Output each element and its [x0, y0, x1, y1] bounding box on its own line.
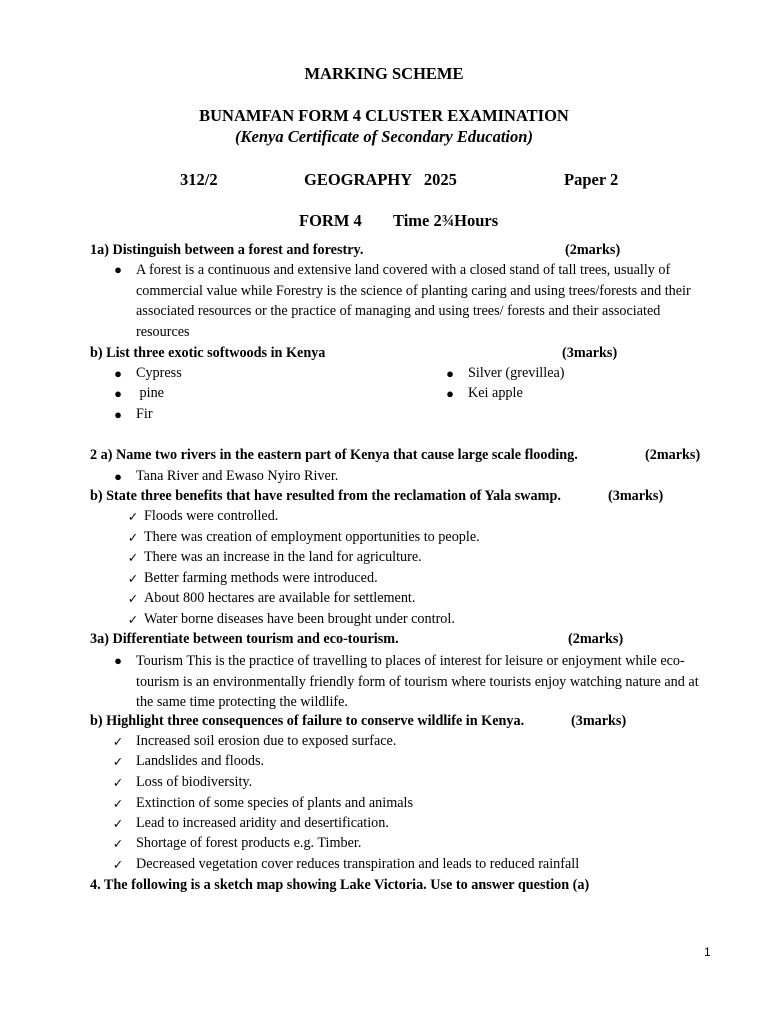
list-item: Loss of biodiversity.	[136, 774, 253, 790]
checkmark-icon: ✓	[112, 775, 124, 790]
answer-2a: Tana River and Ewaso Nyiro River.	[136, 468, 339, 484]
checkmark-icon: ✓	[112, 796, 124, 811]
checkmark-icon: ✓	[112, 836, 124, 851]
list-item: Shortage of forest products e.g. Timber.	[136, 835, 362, 851]
paper-number: Paper 2	[564, 170, 619, 189]
form-level: FORM 4	[299, 211, 362, 230]
checkmark-icon: ✓	[112, 754, 124, 769]
exam-title: BUNAMFAN FORM 4 CLUSTER EXAMINATION	[199, 106, 569, 125]
question-1a-marks: (2marks)	[565, 242, 621, 258]
list-item: Landslides and floods.	[136, 753, 265, 769]
question-2b: b) State three benefits that have resulted from the reclamation of Yala swamp.	[90, 488, 561, 504]
list-item: About 800 hectares are available for settlement.	[144, 590, 416, 606]
list-item: Fir	[136, 406, 153, 422]
exam-duration: Time 2¾Hours	[393, 211, 499, 230]
checkmark-icon: ✓	[127, 591, 139, 606]
list-item: Water borne diseases have been brought under control.	[144, 611, 455, 627]
question-3a-marks: (2marks)	[568, 631, 624, 647]
checkmark-icon: ✓	[127, 530, 139, 545]
paper-code: 312/2	[180, 170, 218, 189]
list-item: There was creation of employment opportunities to people.	[144, 529, 480, 545]
checkmark-icon: ✓	[112, 857, 124, 872]
question-1a: 1a) Distinguish between a forest and forestry.	[90, 242, 364, 258]
bullet-dot-icon: ●	[114, 407, 122, 422]
answer-1a: A forest is a continuous and extensive land covered with a closed stand of tall trees, usually of commercial value while Forestry is the science of planting caring and using trees/forests and their associated resources or the practice of managing and using trees/ forests and their associated resources	[136, 262, 691, 340]
question-3b-marks: (3marks)	[571, 713, 627, 729]
list-item: Lead to increased aridity and desertification.	[136, 815, 389, 831]
list-item: Silver (grevillea)	[468, 365, 565, 381]
question-1b-marks: (3marks)	[562, 345, 618, 361]
checkmark-icon: ✓	[127, 550, 139, 565]
bullet-dot-icon: ●	[114, 469, 122, 484]
question-3a: 3a) Differentiate between tourism and eco-tourism.	[90, 631, 399, 647]
checkmark-icon: ✓	[112, 816, 124, 831]
bullet-dot-icon: ●	[446, 366, 454, 381]
list-item: Extinction of some species of plants and animals	[136, 795, 413, 811]
question-1b: b) List three exotic softwoods in Kenya	[90, 345, 326, 361]
list-item: Kei apple	[468, 385, 523, 401]
bullet-dot-icon: ●	[114, 386, 122, 401]
answer-3a: Tourism This is the practice of travelling to places of interest for leisure or enjoyment while eco-tourism is an environmentally friendly form of tourism where tourists enjoy watching nature and at the same time protecting the wildlife.	[136, 653, 699, 711]
certificate-subtitle: (Kenya Certificate of Secondary Education)	[235, 127, 533, 146]
bullet-dot-icon: ●	[114, 366, 122, 381]
list-item: pine	[136, 385, 164, 401]
page-number: 1	[704, 945, 711, 959]
list-item: Cypress	[136, 365, 182, 381]
question-2a: 2 a) Name two rivers in the eastern part of Kenya that cause large scale flooding.	[90, 447, 578, 463]
question-4: 4. The following is a sketch map showing Lake Victoria. Use to answer question (a)	[90, 877, 590, 893]
bullet-dot-icon: ●	[446, 386, 454, 401]
list-item: Decreased vegetation cover reduces transpiration and leads to reduced rainfall	[136, 856, 580, 872]
bullet-dot-icon: ●	[114, 653, 122, 668]
list-item: There was an increase in the land for agriculture.	[144, 549, 422, 565]
subject-year: GEOGRAPHY 2025	[304, 170, 457, 189]
question-3b: b) Highlight three consequences of failure to conserve wildlife in Kenya.	[90, 713, 525, 729]
document-title: MARKING SCHEME	[304, 64, 464, 83]
checkmark-icon: ✓	[127, 612, 139, 627]
question-2b-marks: (3marks)	[608, 488, 664, 504]
bullet-dot-icon: ●	[114, 262, 122, 277]
checkmark-icon: ✓	[127, 509, 139, 524]
checkmark-icon: ✓	[112, 734, 124, 749]
checkmark-icon: ✓	[127, 571, 139, 586]
list-item: Better farming methods were introduced.	[144, 570, 378, 586]
question-2a-marks: (2marks)	[645, 447, 701, 463]
list-item: Floods were controlled.	[144, 508, 279, 524]
list-item: Increased soil erosion due to exposed surface.	[136, 733, 397, 749]
